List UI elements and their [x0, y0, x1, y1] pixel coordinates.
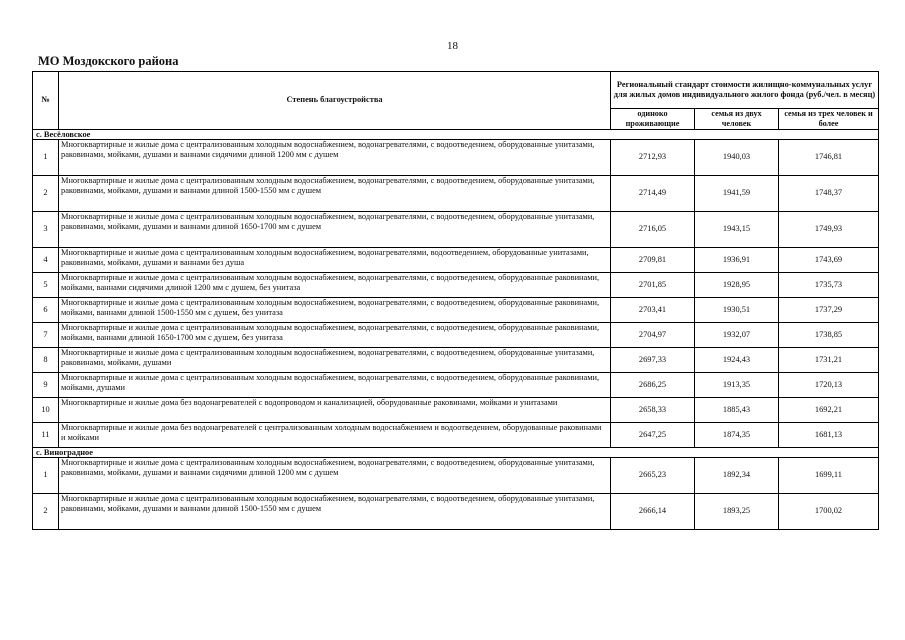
row-description-text: Многоквартирные и жилые дома без водонагревателей с водопроводом и канализацией, оборудованные раковинами, мойками и унитазами [61, 398, 558, 407]
row-number: 5 [33, 273, 59, 298]
row-description-text: Многоквартирные и жилые дома с централизованным холодным водоснабжением, водонагревателями, с водоотведением, оборудованные унитазами, раковинами, мойками, душами и ваннами длиной 1650-1700 мм с душем [61, 212, 595, 232]
section-title: с. Виноградное [33, 448, 879, 458]
value-three-plus: 1748,37 [779, 176, 879, 212]
value-single: 2686,25 [611, 373, 695, 398]
table-row [33, 348, 879, 373]
row-description-text: Многоквартирные и жилые дома с централизованным холодным водоснабжением, водонагревателями, с водоотведением, оборудованные унитазами, раковинами, мойками, душами и ваннами длиной 1500-1550 мм с душем [61, 176, 595, 196]
row-number: 11 [33, 423, 59, 448]
table-row [33, 423, 879, 448]
value-single: 2714,49 [611, 176, 695, 212]
table-row [33, 494, 879, 530]
value-three-plus: 1700,02 [779, 494, 879, 530]
row-number: 3 [33, 212, 59, 248]
value-two-persons: 1874,35 [695, 423, 779, 448]
value-three-plus: 1737,29 [779, 298, 879, 323]
header-number: № [33, 72, 59, 130]
row-number: 1 [33, 140, 59, 176]
value-single: 2701,85 [611, 273, 695, 298]
row-description [59, 176, 611, 212]
row-description-text: Многоквартирные и жилые дома с централизованным холодным водоснабжением, водонагревателями, с водоотведением, оборудованные раковинами, мойками, душами [61, 373, 600, 393]
row-description [59, 273, 611, 298]
value-two-persons: 1930,51 [695, 298, 779, 323]
row-number: 10 [33, 398, 59, 423]
table-row [33, 140, 879, 176]
row-description-text: Многоквартирные и жилые дома с централизованным холодным водоснабжением, водонагревателями, водоотведением, оборудованные унитазами, раковинами, мойками, душами и ваннами без душа [61, 248, 589, 268]
value-three-plus: 1746,81 [779, 140, 879, 176]
value-single: 2666,14 [611, 494, 695, 530]
row-description [59, 323, 611, 348]
row-description-text: Многоквартирные и жилые дома с централизованным холодным водоснабжением, водонагревателями, с водоотведением, оборудованные унитазами, раковинами, мойками, душами [61, 348, 595, 368]
value-single: 2716,05 [611, 212, 695, 248]
value-two-persons: 1893,25 [695, 494, 779, 530]
header-two-persons: семья из двух человек [695, 109, 779, 130]
header-degree: Степень благоустройства [59, 72, 611, 130]
row-description-text: Многоквартирные и жилые дома с централизованным холодным водоснабжением, водонагревателями, с водоотведением, оборудованные унитазами, раковинами, мойками, душами и ваннами сидячими длиной 1200 мм с душем [61, 140, 595, 160]
value-single: 2712,93 [611, 140, 695, 176]
value-single: 2658,33 [611, 398, 695, 423]
value-two-persons: 1892,34 [695, 458, 779, 494]
value-three-plus: 1681,13 [779, 423, 879, 448]
table-row [33, 298, 879, 323]
value-two-persons: 1885,43 [695, 398, 779, 423]
table-body [33, 130, 879, 530]
row-description [59, 373, 611, 398]
value-three-plus: 1743,69 [779, 248, 879, 273]
table-row [33, 212, 879, 248]
row-description-text: Многоквартирные и жилые дома с централизованным холодным водоснабжением, водонагревателями, с водоотведением, оборудованные унитазами, раковинами, мойками, душами и ваннами длиной 1500-1550 мм с душем [61, 494, 595, 514]
row-number: 1 [33, 458, 59, 494]
row-description [59, 140, 611, 176]
table-row [33, 398, 879, 423]
row-description-text: Многоквартирные и жилые дома с централизованным холодным водоснабжением, водонагревателями, с водоотведением, оборудованные раковинами, мойками, ваннами сидячими длиной 1200 мм с душем, без унитаза [61, 273, 600, 293]
value-two-persons: 1932,07 [695, 323, 779, 348]
value-single: 2704,97 [611, 323, 695, 348]
tariff-table [32, 71, 879, 530]
value-single: 2665,23 [611, 458, 695, 494]
value-three-plus: 1735,73 [779, 273, 879, 298]
row-description [59, 423, 611, 448]
row-description [59, 398, 611, 423]
row-description-text: Многоквартирные и жилые дома с централизованным холодным водоснабжением, водонагревателями, с водоотведением, оборудованные раковинами, мойками, ваннами длиной 1500-1550 мм с душем, без унитаза [61, 298, 600, 318]
value-two-persons: 1924,43 [695, 348, 779, 373]
section-row [33, 130, 879, 140]
row-number: 6 [33, 298, 59, 323]
value-three-plus: 1699,11 [779, 458, 879, 494]
value-two-persons: 1941,59 [695, 176, 779, 212]
section-title: с. Весёловское [33, 130, 879, 140]
table-row [33, 323, 879, 348]
row-description [59, 494, 611, 530]
value-single: 2703,41 [611, 298, 695, 323]
row-number: 2 [33, 494, 59, 530]
row-description-text: Многоквартирные и жилые дома с централизованным холодным водоснабжением, водонагревателями, с водоотведением, оборудованные унитазами, раковинами, мойками, душами и ваннами сидячими длиной 1200 мм с душем [61, 458, 595, 478]
value-three-plus: 1738,85 [779, 323, 879, 348]
row-description [59, 298, 611, 323]
row-number: 8 [33, 348, 59, 373]
value-two-persons: 1936,91 [695, 248, 779, 273]
section-row [33, 448, 879, 458]
value-three-plus: 1720,13 [779, 373, 879, 398]
row-description [59, 348, 611, 373]
row-description [59, 212, 611, 248]
row-number: 2 [33, 176, 59, 212]
table-row [33, 176, 879, 212]
region-title: МО Моздокского района [38, 54, 179, 68]
header-single: одиноко проживающие [611, 109, 695, 130]
row-number: 9 [33, 373, 59, 398]
row-description [59, 248, 611, 273]
value-three-plus: 1749,93 [779, 212, 879, 248]
row-number: 7 [33, 323, 59, 348]
row-description-text: Многоквартирные и жилые дома с централизованным холодным водоснабжением, водонагревателями, с водоотведением, оборудованные раковинами, мойками, ваннами длиной 1650-1700 мм с душем, без унитаза [61, 323, 600, 343]
value-single: 2647,25 [611, 423, 695, 448]
table-row [33, 248, 879, 273]
row-description [59, 458, 611, 494]
value-two-persons: 1913,35 [695, 373, 779, 398]
page-number: 18 [447, 40, 458, 52]
value-single: 2697,33 [611, 348, 695, 373]
table-row [33, 273, 879, 298]
header-standard: Региональный стандарт стоимости жилищно-коммунальных услуг для жилых домов индивидуального жилого фонда (руб./чел. в месяц) [611, 72, 879, 109]
value-two-persons: 1928,95 [695, 273, 779, 298]
row-description-text: Многоквартирные и жилые дома без водонагревателей с централизованным холодным водоснабжением и водоотведением, оборудованные раковинами и мойками [61, 423, 602, 443]
value-two-persons: 1943,15 [695, 212, 779, 248]
row-number: 4 [33, 248, 59, 273]
table-row [33, 373, 879, 398]
value-two-persons: 1940,03 [695, 140, 779, 176]
value-three-plus: 1731,21 [779, 348, 879, 373]
header-three-plus: семья из трех человек и более [779, 109, 879, 130]
value-three-plus: 1692,21 [779, 398, 879, 423]
table-row [33, 458, 879, 494]
value-single: 2709,81 [611, 248, 695, 273]
